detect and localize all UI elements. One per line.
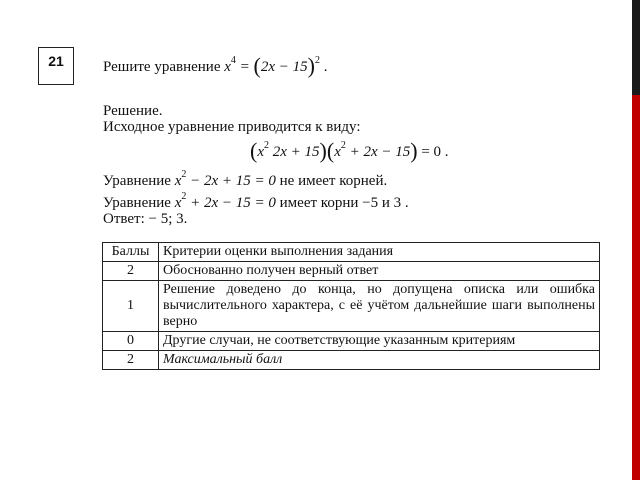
table-header-row xyxy=(103,243,600,262)
solution-heading: Решение. xyxy=(103,103,163,119)
right-accent-bar-top xyxy=(632,0,640,95)
answer-line: Ответ: − 5; 3. xyxy=(103,211,188,227)
table-row: 2 Максимальный балл xyxy=(103,351,600,370)
solution-line-1: Уравнение $x^2 - 2x + 15 = 0$ не имеет корней. xyxy=(103,169,388,189)
table-row: 0 Другие случаи, не соответствующие указанным критериям xyxy=(103,332,600,351)
factored-equation: ($x^2$ $2x + 15)(x^2 + 2x - 15) = 0$ . xyxy=(250,138,449,163)
equation: $x^4 = (2x - 15)^2$ xyxy=(224,53,320,78)
table-row: 1 Решение доведено до конца, но допущена описка или ошибка вычислительного характера, с её учётом дальнейшие шаги выполнены верно xyxy=(103,281,600,332)
header-score: Баллы xyxy=(103,243,159,262)
solution-line-2: Уравнение $x^2 + 2x - 15 = 0$ имеет корни −5 и 3 . xyxy=(103,191,409,211)
problem-statement: Решите уравнение $x^4 = (2x - 15)^2$ . xyxy=(103,53,328,78)
header-criteria: Критерии оценки выполнения задания xyxy=(159,243,600,262)
solution-intro: Исходное уравнение приводится к виду: xyxy=(103,119,361,135)
grading-table xyxy=(102,242,600,370)
task-number: 21 xyxy=(48,53,64,69)
table-row: 2 Обоснованно получен верный ответ xyxy=(103,262,600,281)
task-number-box xyxy=(38,47,74,85)
